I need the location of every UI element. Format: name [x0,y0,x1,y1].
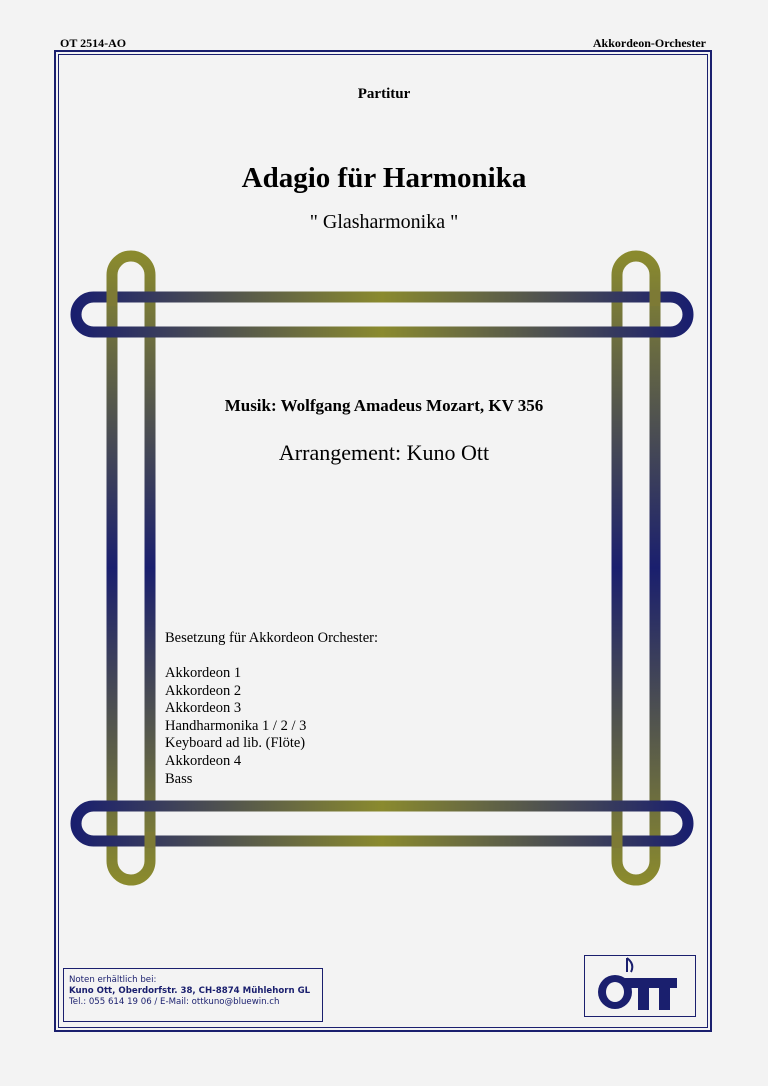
list-item: Akkordeon 2 [165,682,242,699]
top-horizontal-loop [76,297,688,332]
list-item: Keyboard ad lib. (Flöte) [165,735,306,752]
contact-box [63,968,323,1022]
svg-text:OTT: OTT [585,956,587,957]
publisher-logo [584,955,696,1017]
list-item: Akkordeon 1 [165,665,242,681]
ott-logo-mark [585,956,695,1016]
partitur-label: Partitur [357,86,411,102]
contact-intro: Noten erhältlich bei: [69,975,157,985]
subtitle: " Glasharmonika " [309,211,459,233]
bottom-horizontal-loop [76,806,688,841]
list-item: Akkordeon 3 [165,700,242,717]
page-title: Adagio für Harmonika [241,162,527,194]
header-ensemble: Akkordeon-Orchester [592,36,706,50]
header-code: OT 2514-AO [60,36,127,50]
contact-address: Kuno Ott, Oberdorfstr. 38, CH-8874 Mühlehorn GL [69,986,311,996]
composer-line: Musik: Wolfgang Amadeus Mozart, KV 356 [224,396,544,415]
list-item: Bass [165,770,193,787]
right-vertical-loop [617,256,655,880]
left-vertical-loop [112,256,150,880]
musical-note-icon [627,958,632,972]
contact-phone-email: Tel.: 055 614 19 06 / E-Mail: ottkuno@bluewin.ch [69,997,280,1007]
instrumentation-title: Besetzung für Akkordeon Orchester: [165,630,379,646]
list-item: Handharmonika 1 / 2 / 3 [165,717,307,734]
list-item: Akkordeon 4 [165,752,242,769]
instrumentation-list [165,665,306,788]
arrangement-line: Arrangement: Kuno Ott [278,440,490,465]
